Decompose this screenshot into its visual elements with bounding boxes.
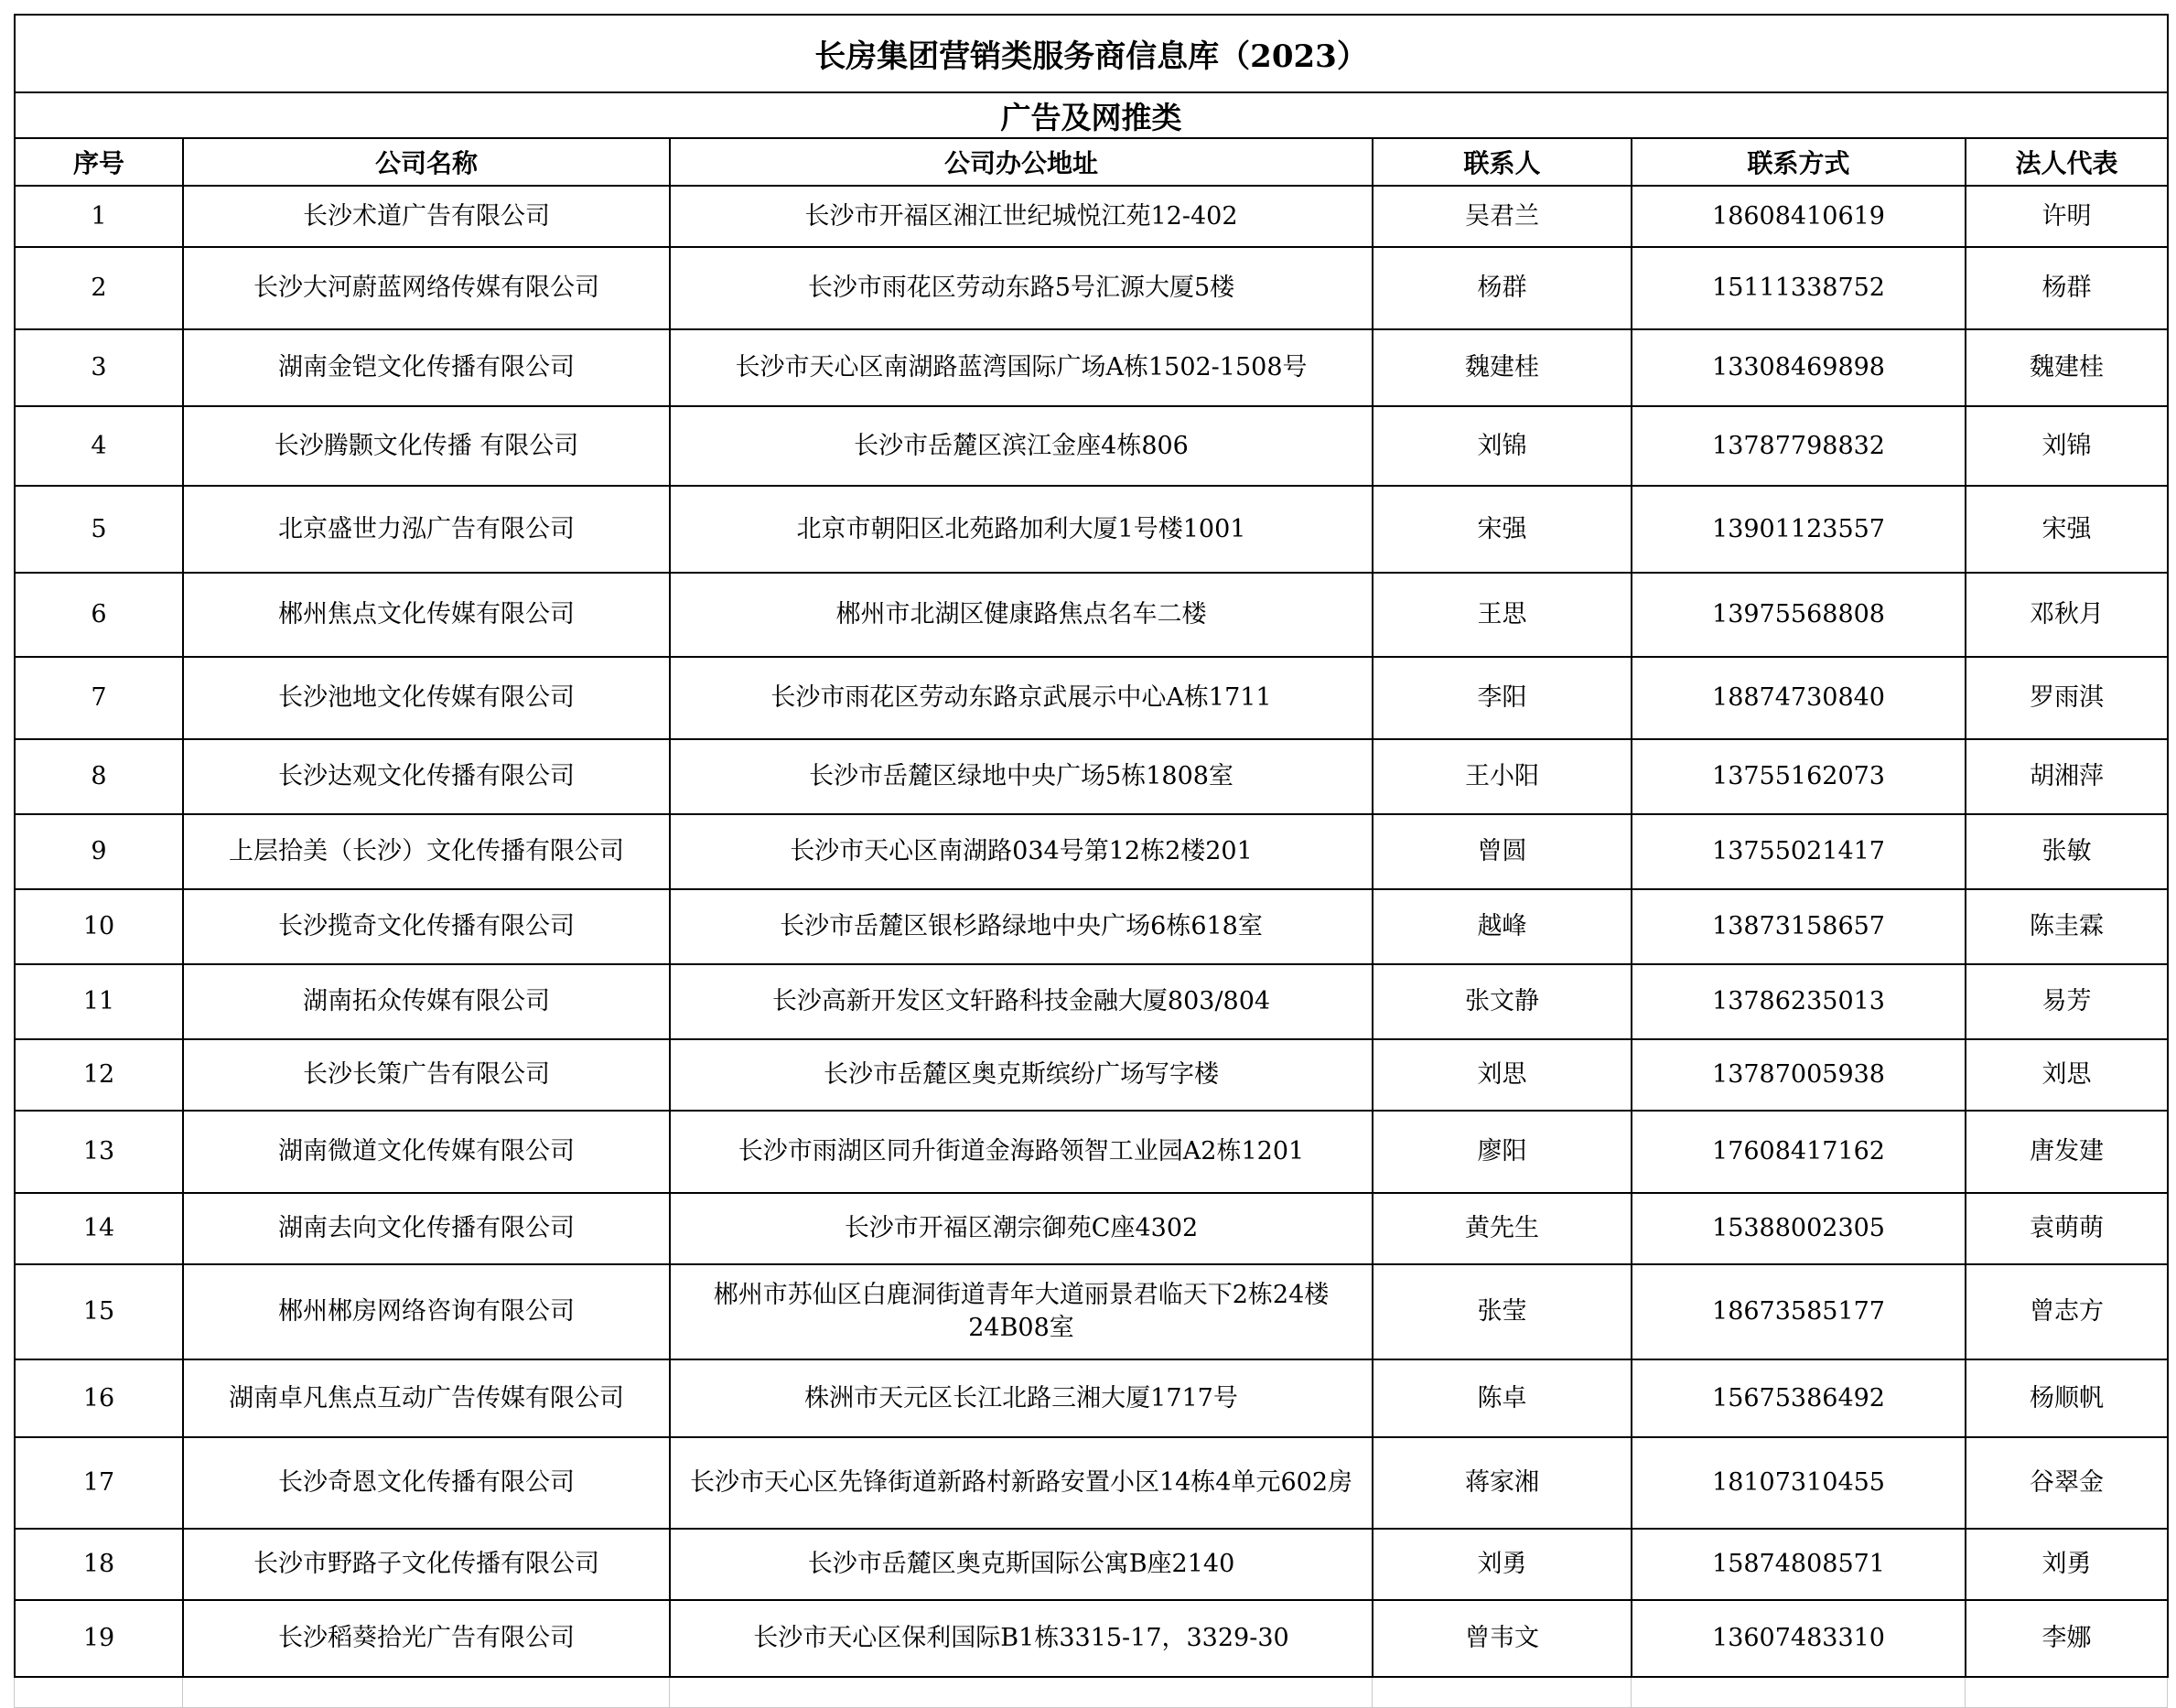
- company-name-cell[interactable]: 上层拾美（长沙）文化传播有限公司: [183, 814, 670, 889]
- contact-cell[interactable]: 刘锦: [1373, 406, 1632, 486]
- table-row: [15, 486, 2168, 573]
- company-name-cell[interactable]: 郴州焦点文化传媒有限公司: [183, 573, 670, 657]
- phone-cell[interactable]: 13786235013: [1632, 964, 1966, 1039]
- company-name-cell[interactable]: 长沙稻葵拾光广告有限公司: [183, 1600, 670, 1677]
- legal-rep-cell[interactable]: 刘锦: [1966, 406, 2168, 486]
- sheet-title[interactable]: 长房集团营销类服务商信息库（2023）: [15, 15, 2168, 92]
- column-header-address[interactable]: 公司办公地址: [670, 138, 1373, 186]
- row-index[interactable]: 5: [15, 486, 183, 573]
- table-row: [15, 739, 2168, 814]
- table-row: [15, 814, 2168, 889]
- phone-cell[interactable]: 13787005938: [1632, 1039, 1966, 1111]
- legal-rep-cell[interactable]: 许明: [1966, 186, 2168, 247]
- company-name-cell[interactable]: 郴州郴房网络咨询有限公司: [183, 1264, 670, 1359]
- contact-cell[interactable]: 吴君兰: [1373, 186, 1632, 247]
- service-provider-table: [14, 14, 2169, 1678]
- row-index[interactable]: 8: [15, 739, 183, 814]
- row-index[interactable]: 17: [15, 1437, 183, 1529]
- address-cell[interactable]: 长沙市天心区保利国际B1栋3315-17，3329-30: [670, 1600, 1373, 1677]
- table-row: [15, 1039, 2168, 1111]
- row-index[interactable]: 6: [15, 573, 183, 657]
- row-index[interactable]: 14: [15, 1193, 183, 1264]
- address-cell[interactable]: 长沙市岳麓区滨江金座4栋806: [670, 406, 1373, 486]
- phone-cell[interactable]: 13975568808: [1632, 573, 1966, 657]
- phone-cell[interactable]: 17608417162: [1632, 1111, 1966, 1193]
- legal-rep-cell[interactable]: 陈圭霖: [1966, 889, 2168, 964]
- address-cell[interactable]: 长沙市雨花区劳动东路京武展示中心A栋1711: [670, 657, 1373, 739]
- address-cell[interactable]: 长沙市开福区湘江世纪城悦江苑12-402: [670, 186, 1373, 247]
- address-cell[interactable]: 长沙市岳麓区银杉路绿地中央广场6栋618室: [670, 889, 1373, 964]
- phone-cell[interactable]: 13308469898: [1632, 329, 1966, 406]
- table-row: [15, 1359, 2168, 1437]
- row-index[interactable]: 15: [15, 1264, 183, 1359]
- contact-cell[interactable]: 刘勇: [1373, 1529, 1632, 1600]
- contact-cell[interactable]: 陈卓: [1373, 1359, 1632, 1437]
- empty-cell[interactable]: [1632, 1678, 1966, 1708]
- legal-rep-cell[interactable]: 邓秋月: [1966, 573, 2168, 657]
- phone-cell[interactable]: 18673585177: [1632, 1264, 1966, 1359]
- company-name-cell[interactable]: 长沙大河蔚蓝网络传媒有限公司: [183, 247, 670, 329]
- column-header-contact[interactable]: 联系人: [1373, 138, 1632, 186]
- contact-cell[interactable]: 宋强: [1373, 486, 1632, 573]
- table-row: [15, 186, 2168, 247]
- empty-cell[interactable]: [15, 1678, 183, 1708]
- row-index[interactable]: 9: [15, 814, 183, 889]
- contact-cell[interactable]: 蒋家湘: [1373, 1437, 1632, 1529]
- row-index[interactable]: 10: [15, 889, 183, 964]
- legal-rep-cell[interactable]: 谷翠金: [1966, 1437, 2168, 1529]
- row-index[interactable]: 16: [15, 1359, 183, 1437]
- legal-rep-cell[interactable]: 唐发建: [1966, 1111, 2168, 1193]
- section-title[interactable]: 广告及网推类: [15, 92, 2168, 138]
- company-name-cell[interactable]: 北京盛世力泓广告有限公司: [183, 486, 670, 573]
- legal-rep-cell[interactable]: 曾志方: [1966, 1264, 2168, 1359]
- address-cell[interactable]: 长沙市天心区先锋街道新路村新路安置小区14栋4单元602房: [670, 1437, 1373, 1529]
- legal-rep-cell[interactable]: 魏建桂: [1966, 329, 2168, 406]
- legal-rep-cell[interactable]: 刘思: [1966, 1039, 2168, 1111]
- row-index[interactable]: 13: [15, 1111, 183, 1193]
- legal-rep-cell[interactable]: 易芳: [1966, 964, 2168, 1039]
- table-row: [15, 1193, 2168, 1264]
- contact-cell[interactable]: 廖阳: [1373, 1111, 1632, 1193]
- contact-cell[interactable]: 魏建桂: [1373, 329, 1632, 406]
- company-name-cell[interactable]: 长沙市野路子文化传播有限公司: [183, 1529, 670, 1600]
- phone-cell[interactable]: 13755162073: [1632, 739, 1966, 814]
- empty-cell[interactable]: [1373, 1678, 1632, 1708]
- company-name-cell[interactable]: 长沙术道广告有限公司: [183, 186, 670, 247]
- legal-rep-cell[interactable]: 胡湘萍: [1966, 739, 2168, 814]
- company-name-cell[interactable]: 湖南微道文化传媒有限公司: [183, 1111, 670, 1193]
- legal-rep-cell[interactable]: 宋强: [1966, 486, 2168, 573]
- empty-sheet-row: [14, 1678, 2168, 1708]
- empty-cell[interactable]: [1966, 1678, 2168, 1708]
- company-name-cell[interactable]: 长沙长策广告有限公司: [183, 1039, 670, 1111]
- empty-cell[interactable]: [670, 1678, 1373, 1708]
- phone-cell[interactable]: 18107310455: [1632, 1437, 1966, 1529]
- phone-cell[interactable]: 15874808571: [1632, 1529, 1966, 1600]
- row-index[interactable]: 11: [15, 964, 183, 1039]
- row-index[interactable]: 19: [15, 1600, 183, 1677]
- row-index[interactable]: 1: [15, 186, 183, 247]
- address-cell[interactable]: 北京市朝阳区北苑路加利大厦1号楼1001: [670, 486, 1373, 573]
- phone-cell[interactable]: 13755021417: [1632, 814, 1966, 889]
- address-cell[interactable]: 长沙市天心区南湖路034号第12栋2楼201: [670, 814, 1373, 889]
- column-header-company[interactable]: 公司名称: [183, 138, 670, 186]
- address-cell[interactable]: 株洲市天元区长江北路三湘大厦1717号: [670, 1359, 1373, 1437]
- company-name-cell[interactable]: 湖南拓众传媒有限公司: [183, 964, 670, 1039]
- address-cell[interactable]: 长沙市天心区南湖路蓝湾国际广场A栋1502-1508号: [670, 329, 1373, 406]
- contact-cell[interactable]: 刘思: [1373, 1039, 1632, 1111]
- row-index[interactable]: 2: [15, 247, 183, 329]
- table-row: [15, 964, 2168, 1039]
- table-row: [15, 247, 2168, 329]
- company-name-cell[interactable]: 长沙揽奇文化传播有限公司: [183, 889, 670, 964]
- address-cell[interactable]: 郴州市苏仙区白鹿洞街道青年大道丽景君临天下2栋24楼24B08室: [670, 1264, 1373, 1359]
- table-row: [15, 329, 2168, 406]
- row-index[interactable]: 3: [15, 329, 183, 406]
- phone-cell[interactable]: 13873158657: [1632, 889, 1966, 964]
- table-row: [15, 1529, 2168, 1600]
- company-name-cell[interactable]: 长沙达观文化传播有限公司: [183, 739, 670, 814]
- table-row: [15, 889, 2168, 964]
- company-name-cell[interactable]: 湖南去向文化传播有限公司: [183, 1193, 670, 1264]
- phone-cell[interactable]: 13607483310: [1632, 1600, 1966, 1677]
- contact-cell[interactable]: 王思: [1373, 573, 1632, 657]
- row-index[interactable]: 4: [15, 406, 183, 486]
- table-row: [15, 1600, 2168, 1677]
- table-row: [15, 657, 2168, 739]
- phone-cell[interactable]: 18608410619: [1632, 186, 1966, 247]
- table-row: [15, 406, 2168, 486]
- column-header-index[interactable]: 序号: [15, 138, 183, 186]
- company-name-cell[interactable]: 长沙奇恩文化传播有限公司: [183, 1437, 670, 1529]
- contact-cell[interactable]: 张莹: [1373, 1264, 1632, 1359]
- contact-cell[interactable]: 张文静: [1373, 964, 1632, 1039]
- phone-cell[interactable]: 13901123557: [1632, 486, 1966, 573]
- company-name-cell[interactable]: 长沙池地文化传媒有限公司: [183, 657, 670, 739]
- legal-rep-cell[interactable]: 张敏: [1966, 814, 2168, 889]
- company-name-cell[interactable]: 长沙腾颢文化传播 有限公司: [183, 406, 670, 486]
- table-row: [15, 1111, 2168, 1193]
- address-cell[interactable]: 长沙市岳麓区奥克斯缤纷广场写字楼: [670, 1039, 1373, 1111]
- contact-cell[interactable]: 越峰: [1373, 889, 1632, 964]
- phone-cell[interactable]: 15111338752: [1632, 247, 1966, 329]
- contact-cell[interactable]: 李阳: [1373, 657, 1632, 739]
- address-cell[interactable]: 长沙市岳麓区绿地中央广场5栋1808室: [670, 739, 1373, 814]
- column-header-legal-rep[interactable]: 法人代表: [1966, 138, 2168, 186]
- phone-cell[interactable]: 18874730840: [1632, 657, 1966, 739]
- row-index[interactable]: 7: [15, 657, 183, 739]
- legal-rep-cell[interactable]: 刘勇: [1966, 1529, 2168, 1600]
- row-index[interactable]: 12: [15, 1039, 183, 1111]
- empty-cell[interactable]: [183, 1678, 670, 1708]
- company-name-cell[interactable]: 湖南卓凡焦点互动广告传媒有限公司: [183, 1359, 670, 1437]
- company-name-cell[interactable]: 湖南金铠文化传播有限公司: [183, 329, 670, 406]
- contact-cell[interactable]: 王小阳: [1373, 739, 1632, 814]
- table-row: [15, 1437, 2168, 1529]
- legal-rep-cell[interactable]: 李娜: [1966, 1600, 2168, 1677]
- address-cell[interactable]: 长沙市雨花区劳动东路5号汇源大厦5楼: [670, 247, 1373, 329]
- legal-rep-cell[interactable]: 袁萌萌: [1966, 1193, 2168, 1264]
- contact-cell[interactable]: 曾韦文: [1373, 1600, 1632, 1677]
- phone-cell[interactable]: 13787798832: [1632, 406, 1966, 486]
- legal-rep-cell[interactable]: 杨顺帆: [1966, 1359, 2168, 1437]
- table-row: [15, 573, 2168, 657]
- contact-cell[interactable]: 黄先生: [1373, 1193, 1632, 1264]
- address-cell[interactable]: 长沙市岳麓区奥克斯国际公寓B座2140: [670, 1529, 1373, 1600]
- phone-cell[interactable]: 15388002305: [1632, 1193, 1966, 1264]
- column-header-phone[interactable]: 联系方式: [1632, 138, 1966, 186]
- legal-rep-cell[interactable]: 罗雨淇: [1966, 657, 2168, 739]
- address-cell[interactable]: 长沙市雨湖区同升街道金海路领智工业园A2栋1201: [670, 1111, 1373, 1193]
- row-index[interactable]: 18: [15, 1529, 183, 1600]
- table-row: [15, 1264, 2168, 1359]
- contact-cell[interactable]: 曾圆: [1373, 814, 1632, 889]
- address-cell[interactable]: 郴州市北湖区健康路焦点名车二楼: [670, 573, 1373, 657]
- address-cell[interactable]: 长沙高新开发区文轩路科技金融大厦803/804: [670, 964, 1373, 1039]
- address-cell[interactable]: 长沙市开福区潮宗御苑C座4302: [670, 1193, 1373, 1264]
- contact-cell[interactable]: 杨群: [1373, 247, 1632, 329]
- phone-cell[interactable]: 15675386492: [1632, 1359, 1966, 1437]
- legal-rep-cell[interactable]: 杨群: [1966, 247, 2168, 329]
